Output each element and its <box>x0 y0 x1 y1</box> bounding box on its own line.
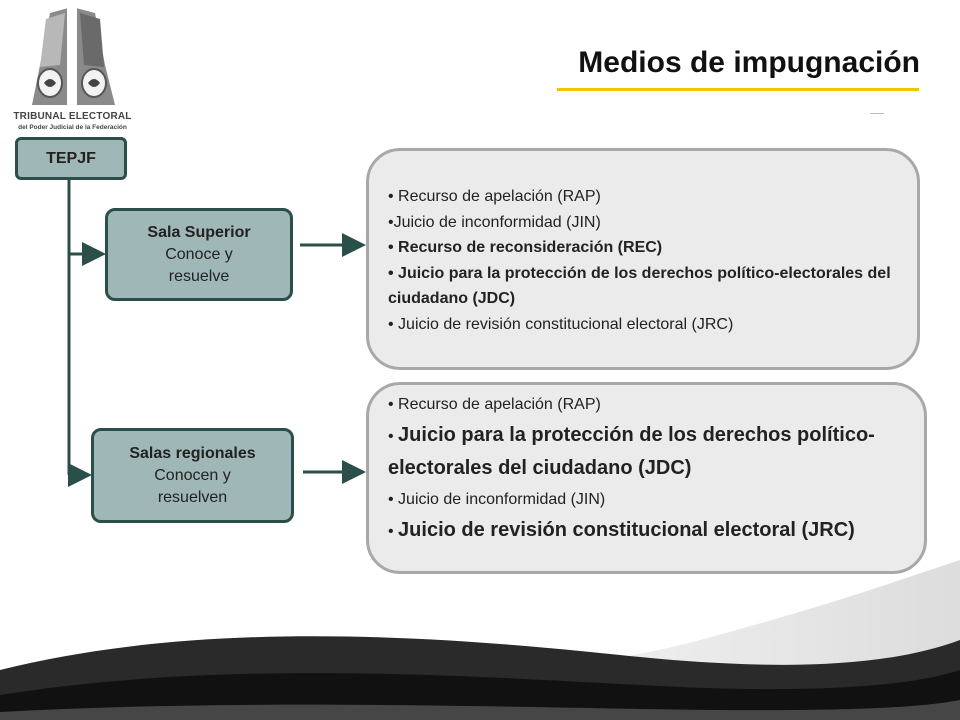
logo-text-line1: TRIBUNAL ELECTORAL <box>13 111 132 122</box>
page-title: Medios de impugnación <box>578 46 920 79</box>
list-item <box>388 514 918 547</box>
bullet: • <box>388 428 399 445</box>
list-item: • Recurso de reconsideración (REC) <box>388 239 663 256</box>
list-item-text: Juicio de revisión constitucional electoral (JRC) <box>398 519 855 541</box>
list-item: • Recurso de apelación (RAP) <box>388 188 601 205</box>
sala-superior-panel <box>366 148 920 370</box>
tepjf-node <box>15 137 127 180</box>
sala-superior-list <box>388 184 903 337</box>
list-item: • Recurso de apelación (RAP) <box>388 396 601 413</box>
sala-superior-desc2: resuelve <box>168 267 230 285</box>
salas-regionales-desc2: resuelven <box>157 488 228 506</box>
decorative-wave-footer <box>0 560 960 720</box>
sala-superior-desc1: Conoce y <box>165 245 233 263</box>
salas-regionales-panel <box>366 382 927 574</box>
list-item: • Juicio de inconformidad (JIN) <box>388 491 606 508</box>
salas-regionales-list <box>388 390 918 547</box>
salas-regionales-node <box>91 428 294 523</box>
list-item <box>388 419 918 485</box>
tepjf-label: TEPJF <box>46 149 96 167</box>
salas-regionales-title: Salas regionales <box>129 444 256 462</box>
list-item: • Juicio para la protección de los derechos político-electorales del ciudadano (JDC) <box>388 264 891 307</box>
list-item-text: Juicio para la protección de los derechos político-electorales del ciudadano (JDC) <box>388 424 875 479</box>
sala-superior-title: Sala Superior <box>147 223 251 241</box>
logo-text-line2: del Poder Judicial de la Federación <box>18 124 127 131</box>
list-item: • Juicio de revisión constitucional electoral (JRC) <box>388 315 734 333</box>
sala-superior-node <box>105 208 293 301</box>
bullet: • <box>388 523 399 540</box>
list-item: •Juicio de inconformidad (JIN) <box>388 213 601 231</box>
salas-regionales-desc1: Conocen y <box>154 466 231 484</box>
